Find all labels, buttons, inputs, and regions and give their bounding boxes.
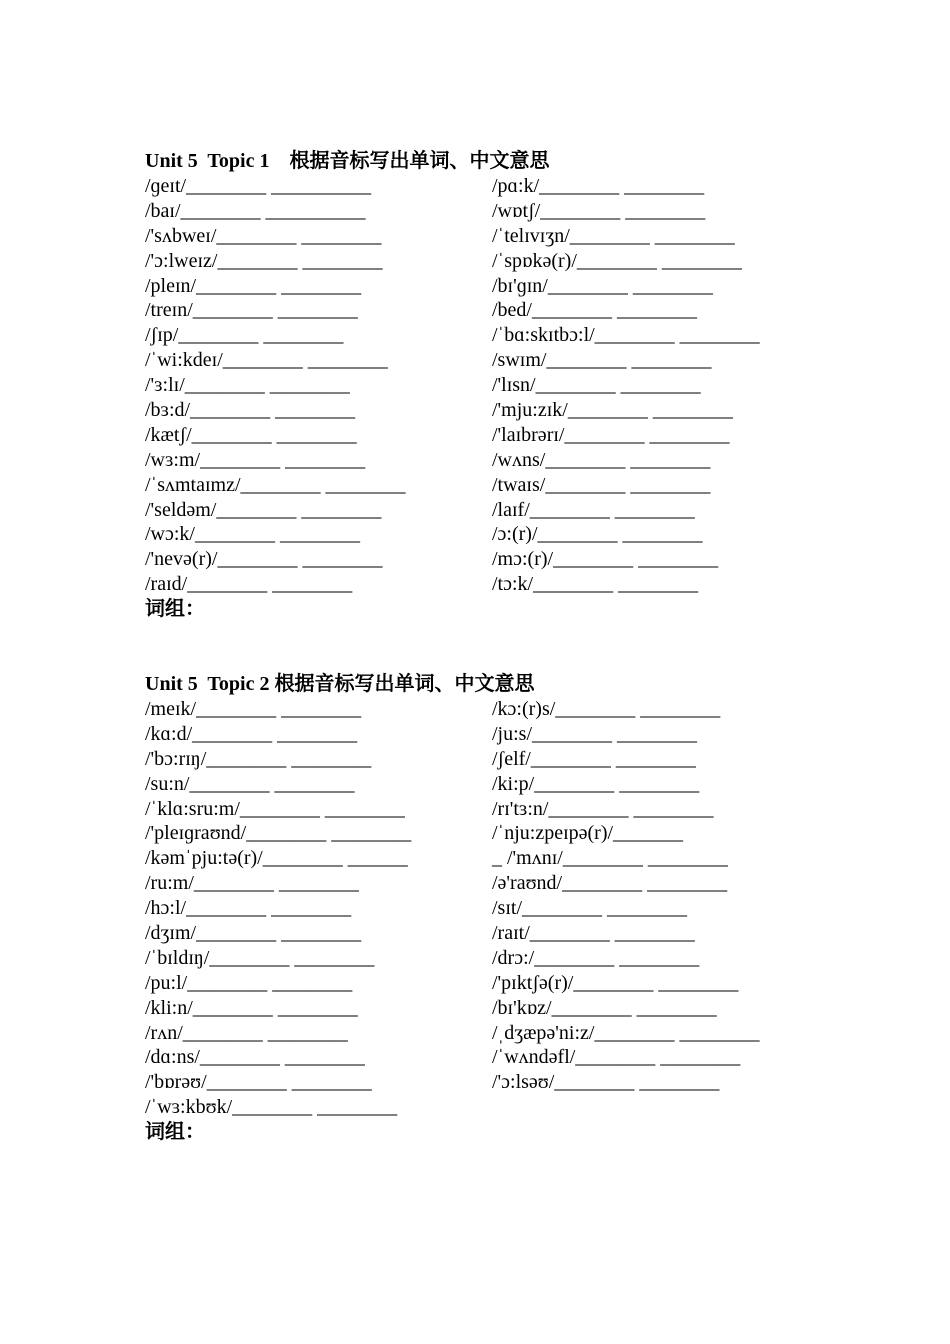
phonetic-item: /bɜ:d/________ ________	[145, 399, 356, 422]
topic1-section	[145, 148, 845, 622]
phonetic-item: /raɪd/________ ________	[145, 573, 353, 596]
section-title: Unit 5 Topic 2 根据音标写出单词、中文意思	[145, 673, 535, 695]
phonetic-item: /rɪ'tɜ:n/________ ________	[492, 797, 714, 820]
phonetic-item: _ /'mʌnɪ/________ ________	[492, 847, 728, 870]
phonetic-item: /wʌns/________ ________	[492, 448, 711, 471]
phonetic-item: /baɪ/________ __________	[145, 199, 366, 222]
phonetic-item: /ˈspɒkə(r)/________ ________	[492, 249, 742, 272]
phonetic-item: /bɪ'ɡɪn/________ ________	[492, 274, 713, 297]
phonetic-item: /treɪn/________ ________	[145, 299, 358, 322]
phonetic-item	[492, 1095, 845, 1120]
phonetic-item: /rʌn/________ ________	[145, 1021, 348, 1044]
topic2-section	[145, 671, 845, 1145]
phonetic-item: /dɑ:ns/________ ________	[145, 1046, 365, 1069]
phonetic-item: /'pleɪɡraʊnd/________ ________	[145, 822, 412, 845]
phonetic-item: /dʒɪm/________ ________	[145, 922, 362, 945]
phonetic-item: /bɪ'kɒz/________ ________	[492, 996, 717, 1019]
phonetic-item: /ki:p/________ ________	[492, 772, 700, 795]
phonetic-item: /'ɔ:lweɪz/________ ________	[145, 249, 383, 272]
phonetic-item: /'laɪbrərɪ/________ ________	[492, 423, 730, 446]
phonetic-item: /ˈbɪldɪŋ/________ ________	[145, 946, 375, 969]
phonetic-item: /ˈklɑ:sru:m/________ ________	[145, 797, 405, 820]
phonetic-item: /kætʃ/________ ________	[145, 423, 357, 446]
phonetic-item: /swɪm/________ ________	[492, 349, 712, 372]
phonetic-item: /ˈwi:kdeɪ/________ ________	[145, 349, 388, 372]
phonetic-item: /kəmˈpju:tə(r)/________ ______	[145, 847, 408, 870]
phonetic-item: /wɜ:m/________ ________	[145, 448, 366, 471]
phonetic-item: /pu:l/________ ________	[145, 971, 353, 994]
phonetic-item: /ɡeɪt/________ __________	[145, 175, 372, 197]
phonetic-item: /kɑ:d/________ ________	[145, 722, 358, 745]
phonetic-item: /kli:n/________ ________	[145, 996, 358, 1019]
phonetic-item: /twaɪs/________ ________	[492, 473, 711, 496]
phonetic-item: /drɔ:/________ ________	[492, 946, 700, 969]
phrases-label: 词组：	[145, 1121, 205, 1144]
phonetic-item: /wɔ:k/________ ________	[145, 523, 360, 546]
phonetic-item: /ˈwɜ:kbʊk/________ ________	[145, 1096, 398, 1119]
phonetic-item: /pɑ:k/________ ________	[492, 175, 705, 197]
phonetic-item: /'nevə(r)/________ ________	[145, 548, 383, 571]
phonetic-item: /su:n/________ ________	[145, 772, 355, 795]
phonetic-item: /ɔ:(r)/________ ________	[492, 523, 703, 546]
phonetic-item: /sɪt/________ ________	[492, 897, 688, 920]
phrases-label: 词组：	[145, 598, 205, 621]
phonetic-item: /ˈwʌndəfl/________ ________	[492, 1046, 741, 1069]
phonetic-item: /'pɪktʃə(r)/________ ________	[492, 971, 739, 994]
phonetic-item: /'ɜ:lɪ/________ ________	[145, 374, 350, 397]
phonetic-item: /ə'raʊnd/________ ________	[492, 872, 728, 895]
phonetic-item: /ˈtelɪvɪʒn/________ ________	[492, 224, 735, 247]
phonetic-item: /ˈsʌmtaɪmz/________ ________	[145, 473, 406, 496]
phonetic-item: /kɔ:(r)s/________ ________	[492, 698, 721, 720]
phonetic-item: /ˌdʒæpə'ni:z/________ ________	[492, 1021, 760, 1044]
phonetic-item: /laɪf/________ ________	[492, 498, 695, 521]
phonetic-item: /mɔ:(r)/________ ________	[492, 548, 719, 571]
phonetic-grid	[145, 174, 845, 597]
phonetic-item: /ʃelf/________ ________	[492, 747, 696, 770]
phonetic-item: /wɒtʃ/________ ________	[492, 199, 706, 222]
phonetic-item: /'sʌbweɪ/________ ________	[145, 224, 382, 247]
phonetic-item: /ʃɪp/________ ________	[145, 324, 344, 347]
phonetic-item: /'lɪsn/________ ________	[492, 374, 701, 397]
phonetic-grid	[145, 697, 845, 1120]
phonetic-item: /ˈbɑ:skɪtbɔ:l/________ ________	[492, 324, 760, 347]
phonetic-item: /meɪk/________ ________	[145, 698, 362, 720]
phonetic-item: /'bɒrəʊ/________ ________	[145, 1071, 372, 1094]
phonetic-item: /'ɔ:lsəʊ/________ ________	[492, 1071, 720, 1094]
phonetic-item: /'seldəm/________ ________	[145, 498, 382, 521]
phonetic-item: /ru:m/________ ________	[145, 872, 359, 895]
phonetic-item: /ju:s/________ ________	[492, 722, 698, 745]
phonetic-item: /raɪt/________ ________	[492, 922, 695, 945]
phonetic-item: /ˈnju:zpeɪpə(r)/_______	[492, 822, 684, 845]
phonetic-item: /'bɔ:rɪŋ/________ ________	[145, 747, 372, 770]
phonetic-item: /tɔ:k/________ ________	[492, 573, 699, 596]
phonetic-item: /'mju:zɪk/________ ________	[492, 399, 733, 422]
section-title: Unit 5 Topic 1 根据音标写出单词、中文意思	[145, 150, 550, 172]
phonetic-item: /hɔ:l/________ ________	[145, 897, 352, 920]
phonetic-item: /pleɪn/________ ________	[145, 274, 362, 297]
phonetic-item: /bed/________ ________	[492, 299, 697, 322]
